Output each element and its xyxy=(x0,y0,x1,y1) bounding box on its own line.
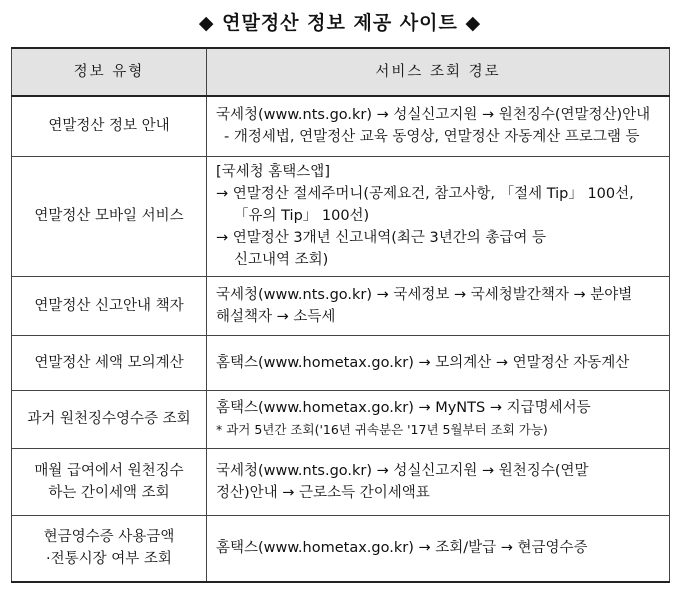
header-info-type: 정보 유형 xyxy=(12,48,207,96)
route-text: 해설책자 → 소득세 xyxy=(216,308,336,325)
table-row xyxy=(12,515,670,582)
info-type-cell xyxy=(12,390,207,448)
info-type-text: ·전통시장 여부 조회 xyxy=(46,551,172,568)
table-row xyxy=(12,276,670,335)
route-text: → 연말정산 3개년 신고내역(최근 3년간의 총급여 등 xyxy=(216,230,547,246)
table-row xyxy=(12,96,670,156)
info-type-text: 연말정산 정보 안내 xyxy=(48,118,170,135)
route-text: 홈택스(www.hometax.go.kr) → 모의계산 → 연말정산 자동계산 xyxy=(216,354,630,371)
route-text: 정산)안내 → 근로소득 간이세액표 xyxy=(216,484,430,501)
route-text: 홈택스(www.hometax.go.kr) → 조회/발급 → 현금영수증 xyxy=(216,540,588,557)
service-route-cell xyxy=(207,390,670,448)
info-type-text: 연말정산 신고안내 책자 xyxy=(34,297,184,314)
route-note: * 과거 5년간 조회('16년 귀속분은 '17년 5월부터 조회 가능) xyxy=(216,422,548,437)
service-route-cell xyxy=(207,448,670,515)
info-type-text: 하는 간이세액 조회 xyxy=(48,484,170,501)
table-row xyxy=(12,156,670,276)
service-route-cell xyxy=(207,96,670,156)
info-type-text: 연말정산 모바일 서비스 xyxy=(34,208,184,224)
table-header-row xyxy=(12,48,670,96)
service-route-cell xyxy=(207,335,670,390)
info-type-text: 과거 원천징수영수증 조회 xyxy=(27,411,191,427)
info-type-cell xyxy=(12,515,207,582)
document-title: ◆ 연말정산 정보 제공 사이트 ◆ xyxy=(198,12,482,34)
header-service-route: 서비스 조회 경로 xyxy=(207,48,670,96)
table-row xyxy=(12,448,670,515)
route-text: - 개정세법, 연말정산 교육 동영상, 연말정산 자동계산 프로그램 등 xyxy=(224,129,640,146)
route-text: 홈택스(www.hometax.go.kr) → MyNTS → 지급명세서등 xyxy=(216,400,591,416)
service-route-cell xyxy=(207,156,670,276)
info-type-cell xyxy=(12,156,207,276)
route-text: 「유의 Tip」 100선) xyxy=(234,208,370,224)
info-type-text: 현금영수증 사용금액 xyxy=(43,529,175,546)
route-text: 국세청(www.nts.go.kr) → 성실신고지원 → 원천징수(연말정산)안내 xyxy=(216,107,651,124)
service-route-cell xyxy=(207,515,670,582)
info-sites-table xyxy=(11,47,670,583)
route-text: 신고내역 조회) xyxy=(234,252,329,268)
route-text: → 연말정산 절세주머니(공제요건, 참고사항, 「절세 Tip」 100선, xyxy=(216,186,634,202)
info-type-cell xyxy=(12,96,207,156)
route-text: [국세청 홈택스앱] xyxy=(216,164,330,180)
table-row xyxy=(12,335,670,390)
info-type-text: 매월 급여에서 원천징수 xyxy=(34,462,184,479)
route-text: 국세청(www.nts.go.kr) → 성실신고지원 → 원천징수(연말 xyxy=(216,462,589,479)
table-row xyxy=(12,390,670,448)
info-type-cell xyxy=(12,335,207,390)
route-text: 국세청(www.nts.go.kr) → 국세정보 → 국세청발간책자 → 분야별 xyxy=(216,286,633,303)
info-type-cell xyxy=(12,276,207,335)
service-route-cell xyxy=(207,276,670,335)
info-type-cell xyxy=(12,448,207,515)
info-type-text: 연말정산 세액 모의계산 xyxy=(34,354,184,371)
